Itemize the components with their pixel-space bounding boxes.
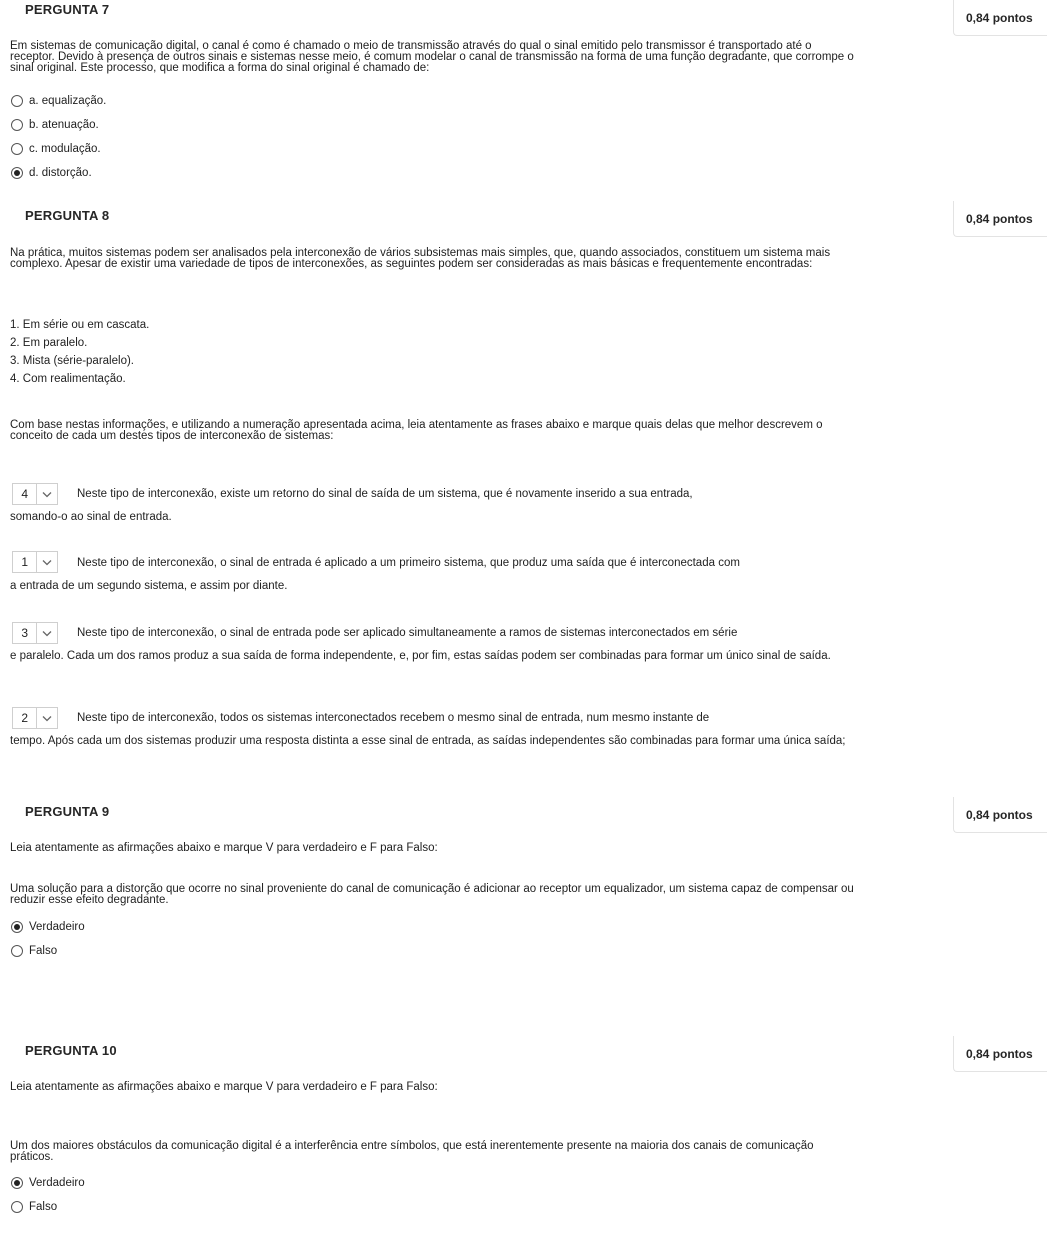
match-select-3[interactable]: [12, 622, 58, 644]
question-8-title: PERGUNTA 8: [25, 208, 110, 223]
question-9-statement: Uma solução para a distorção que ocorre no sinal proveniente do canal de comunicação é adicionar ao receptor um equalizador, um sistema capaz de compensar ou reduzir esse efeito degradante.: [10, 883, 854, 906]
match-text-1-continued: somando-o ao sinal de entrada.: [10, 511, 172, 523]
radio-button[interactable]: [11, 95, 23, 107]
question-8-instruction: Com base nestas informações, e utilizando a numeração apresentada acima, leia atentamente as frases abaixo e marque quais delas que melhor descrevem o conceito de cada um destes tipos de interconexão de sistemas:: [10, 419, 823, 442]
option-label: b. atenuação.: [29, 119, 99, 131]
option-label: d. distorção.: [29, 167, 92, 179]
question-7-option-c[interactable]: [10, 142, 101, 156]
question-8-intro: Na prática, muitos sistemas podem ser analisados pela interconexão de vários subsistemas mais simples, que, quando associados, constituem um sistema mais complexo. Apesar de existir uma variedade de tipos de interconexões, as seguintes podem ser consideradas as mais básicas e frequentemente encontradas:: [10, 247, 831, 270]
option-label: Verdadeiro: [29, 921, 85, 933]
list-item: 2. Em paralelo.: [10, 337, 88, 349]
list-item: 3. Mista (série-paralelo).: [10, 355, 134, 367]
match-text-1: Neste tipo de interconexão, existe um retorno do sinal de saída de um sistema, que é novamente inserido a sua entrada,: [77, 488, 693, 500]
option-label: Falso: [29, 945, 58, 957]
match-text-4: Neste tipo de interconexão, todos os sistemas interconectados recebem o mesmo sinal de entrada, num mesmo instante de: [77, 712, 710, 724]
chevron-down-icon[interactable]: [36, 623, 57, 643]
list-item: 4. Com realimentação.: [10, 373, 126, 385]
select-value: 4: [21, 487, 29, 501]
match-text-3-continued: e paralelo. Cada um dos ramos produz a sua saída de forma independente, e, por fim, estas saídas podem ser combinadas para formar um único sinal de saída.: [10, 650, 831, 662]
question-9-instruction: Leia atentamente as afirmações abaixo e marque V para verdadeiro e F para Falso:: [10, 842, 438, 854]
question-9-title: PERGUNTA 9: [25, 804, 110, 819]
chevron-down-icon[interactable]: [36, 708, 57, 728]
option-label: c. modulação.: [29, 143, 101, 155]
question-10-points: 0,84 pontos: [953, 1036, 1047, 1072]
chevron-down-icon[interactable]: [36, 484, 57, 504]
chevron-down-icon[interactable]: [36, 552, 57, 572]
radio-button[interactable]: [11, 945, 23, 957]
match-select-1[interactable]: [12, 483, 58, 505]
match-text-4-continued: tempo. Após cada um dos sistemas produzir uma resposta distinta a esse sinal de entrada, as saídas independentes são combinadas para formar uma única saída;: [10, 735, 846, 747]
question-10-statement: Um dos maiores obstáculos da comunicação digital é a interferência entre símbolos, que está inerentemente presente na maioria dos canais de comunicação práticos.: [10, 1140, 814, 1163]
list-item: 1. Em série ou em cascata.: [10, 319, 150, 331]
option-label: a. equalização.: [29, 95, 107, 107]
match-text-3: Neste tipo de interconexão, o sinal de entrada pode ser aplicado simultaneamente a ramos de sistemas interconectados em série: [77, 627, 738, 639]
question-7-points: 0,84 pontos: [953, 0, 1047, 36]
radio-button[interactable]: [11, 119, 23, 131]
select-value: 1: [21, 555, 29, 569]
question-9-points: 0,84 pontos: [953, 797, 1047, 833]
match-select-4[interactable]: [12, 707, 58, 729]
question-7-option-a[interactable]: [10, 94, 106, 108]
question-10-option-true[interactable]: [10, 1176, 85, 1190]
question-10-instruction: Leia atentamente as afirmações abaixo e marque V para verdadeiro e F para Falso:: [10, 1081, 438, 1093]
question-9-option-true[interactable]: [10, 920, 85, 934]
option-label: Verdadeiro: [29, 1177, 85, 1189]
radio-button[interactable]: [11, 143, 23, 155]
radio-button[interactable]: [11, 1201, 23, 1213]
match-text-2-continued: a entrada de um segundo sistema, e assim por diante.: [10, 580, 288, 592]
question-8-points: 0,84 pontos: [953, 201, 1047, 237]
question-7-text: Em sistemas de comunicação digital, o canal é como é chamado o meio de transmissão através do qual o sinal emitido pelo transmissor é transportado até o receptor. Devido à presença de outros sinais e sistemas nesse meio, é comum modelar o canal de transmissão na forma de uma função degradante, que corrompe o sinal original. Este processo, que modifica a forma do sinal original é chamado de:: [10, 40, 854, 74]
match-select-2[interactable]: [12, 551, 58, 573]
question-7-title: PERGUNTA 7: [25, 2, 110, 17]
select-value: 3: [21, 626, 29, 640]
question-7-option-b[interactable]: [10, 118, 99, 132]
question-10-title: PERGUNTA 10: [25, 1043, 117, 1058]
radio-button-selected[interactable]: [11, 1177, 23, 1189]
question-7-option-d[interactable]: [10, 166, 92, 180]
radio-button-selected[interactable]: [11, 921, 23, 933]
select-value: 2: [21, 711, 29, 725]
radio-button-selected[interactable]: [11, 167, 23, 179]
option-label: Falso: [29, 1201, 58, 1213]
match-text-2: Neste tipo de interconexão, o sinal de entrada é aplicado a um primeiro sistema, que produz uma saída que é interconectada com: [77, 557, 740, 569]
question-9-option-false[interactable]: [10, 944, 57, 958]
question-10-option-false[interactable]: [10, 1200, 57, 1214]
